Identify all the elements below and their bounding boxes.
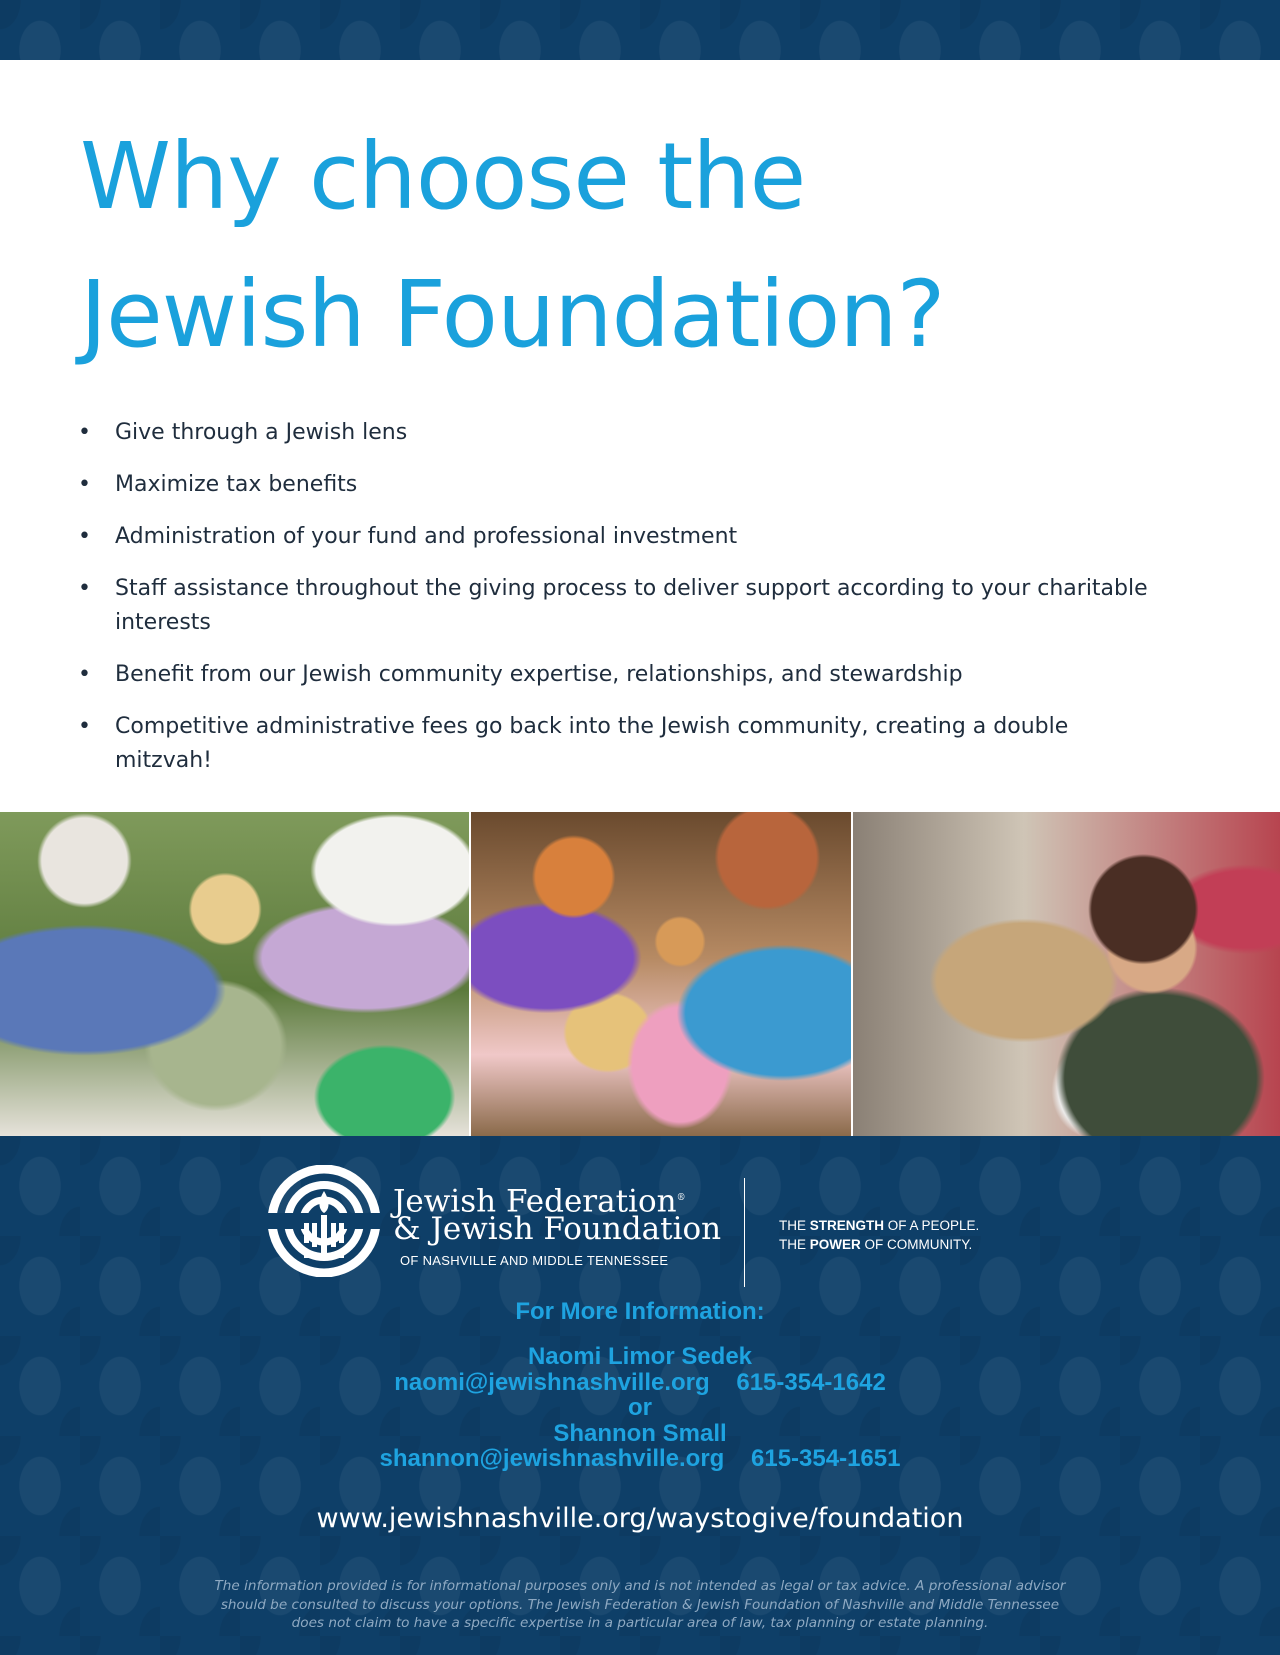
disclaimer bbox=[140, 1577, 1140, 1633]
bullet-icon: • bbox=[78, 472, 91, 497]
disclaimer-line-3: does not claim to have a specific expertise in a particular area of law, tax planning or estate planning. bbox=[291, 1615, 989, 1631]
grandparents-gardening-photo bbox=[0, 812, 469, 1136]
logo-name-line-1: Jewish Federation® bbox=[393, 1183, 686, 1220]
list-item bbox=[78, 658, 1158, 692]
tagline-line-1: THE STRENGTH OF A PEOPLE. bbox=[779, 1218, 980, 1233]
list-item-text: Competitive administrative fees go back into the Jewish community, creating a double mitzvah! bbox=[115, 714, 1069, 773]
registered-mark: ® bbox=[676, 1193, 686, 1203]
menorah-logo-icon bbox=[268, 1165, 380, 1277]
list-item-text: Staff assistance throughout the giving process to deliver support according to your charitable interests bbox=[115, 576, 1148, 635]
contact-1-name: Naomi Limor Sedek bbox=[527, 1343, 753, 1370]
bullet-icon: • bbox=[78, 524, 91, 549]
disclaimer-line-1: The information provided is for informational purposes only and is not intended as legal or tax advice. A professional advisor bbox=[214, 1578, 1066, 1594]
list-item-text: Benefit from our Jewish community expertise, relationships, and stewardship bbox=[115, 662, 963, 687]
bullet-icon: • bbox=[78, 576, 91, 601]
bullet-icon: • bbox=[78, 662, 91, 687]
hug-child-photo bbox=[853, 812, 1280, 1136]
tagline bbox=[779, 1216, 979, 1254]
list-item bbox=[78, 572, 1158, 640]
logo-region: OF NASHVILLE AND MIDDLE TENNESSEE bbox=[400, 1253, 669, 1268]
contact-1-email-phone[interactable]: naomi@jewishnashville.org 615-354-1642 bbox=[394, 1368, 886, 1396]
list-item-text: Maximize tax benefits bbox=[115, 472, 358, 497]
list-item bbox=[78, 710, 1158, 778]
logo-divider bbox=[744, 1178, 745, 1287]
disclaimer-line-2: should be consulted to discuss your options. The Jewish Federation & Jewish Foundation of Nashville and Middle Tennessee bbox=[220, 1596, 1060, 1613]
page-title bbox=[80, 108, 1230, 384]
bullet-icon: • bbox=[78, 714, 91, 739]
list-item bbox=[78, 416, 1158, 450]
federation-logo bbox=[268, 1165, 722, 1277]
title-line-1: Why choose the bbox=[80, 123, 806, 230]
bullet-icon: • bbox=[78, 420, 91, 445]
contact-2-name: Shannon Small bbox=[553, 1419, 727, 1447]
baking-family-photo bbox=[471, 812, 851, 1136]
list-item bbox=[78, 468, 1158, 502]
photo-strip bbox=[0, 812, 1280, 1136]
tagline-line-2: THE POWER OF COMMUNITY. bbox=[779, 1237, 973, 1252]
title-line-2: Jewish Foundation? bbox=[80, 261, 945, 368]
contact-2-email-phone[interactable]: shannon@jewishnashville.org 615-354-1651 bbox=[379, 1445, 901, 1473]
contact-separator: or bbox=[628, 1394, 652, 1422]
top-pattern-band bbox=[0, 0, 1280, 60]
contact-heading: For More Information: bbox=[515, 1298, 765, 1325]
website-link[interactable]: www.jewishnashville.org/waystogive/foundation bbox=[316, 1503, 964, 1534]
list-item-text: Give through a Jewish lens bbox=[115, 420, 408, 445]
list-item-text: Administration of your fund and professional investment bbox=[115, 524, 738, 549]
list-item bbox=[78, 520, 1158, 554]
contact-block bbox=[0, 1294, 1280, 1472]
benefits-list bbox=[78, 416, 1158, 778]
logo-name-line-2: & Jewish Foundation bbox=[393, 1211, 722, 1247]
